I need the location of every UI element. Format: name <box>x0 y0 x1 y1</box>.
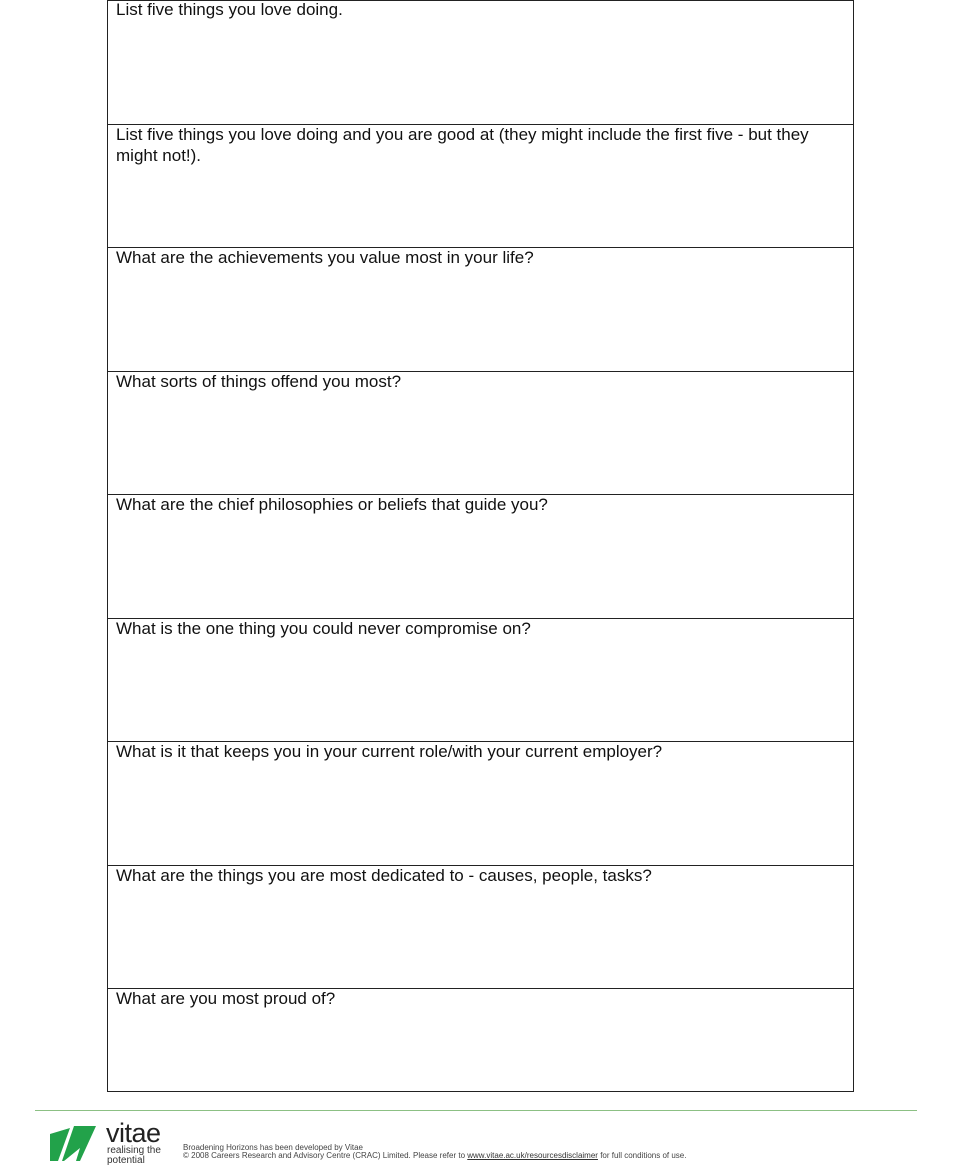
footer-line-1: Broadening Horizons has been developed by Vitae <box>183 1143 363 1152</box>
question-cell-5[interactable] <box>108 495 853 619</box>
footer-line-2-post: for full conditions of use. <box>597 1151 687 1160</box>
question-text-8: What are the things you are most dedicated to - causes, people, tasks? <box>116 865 652 885</box>
question-text-9: What are you most proud of? <box>116 989 336 1008</box>
question-cell-8[interactable] <box>108 866 853 990</box>
reflection-worksheet-table <box>107 0 854 1092</box>
footer-line-2-pre: © 2008 Careers Research and Advisory Centre (CRAC) Limited. Please refer to <box>183 1151 468 1160</box>
footer-line-2 <box>183 1152 686 1160</box>
question-text-4: What sorts of things offend you most? <box>116 371 402 391</box>
footer-divider <box>35 1110 917 1111</box>
vitae-logo-tagline: realising the potential <box>107 1145 161 1166</box>
question-cell-1[interactable] <box>108 1 853 125</box>
disclaimer-link[interactable]: www.vitae.ac.uk/resourcesdisclaimer <box>467 1151 598 1160</box>
question-cell-6[interactable] <box>108 619 853 743</box>
footer-copyright <box>183 1144 686 1160</box>
question-cell-3[interactable] <box>108 248 853 372</box>
question-cell-2[interactable] <box>108 125 853 249</box>
question-text-3: What are the achievements you value most in your life? <box>116 248 534 267</box>
question-text-6: What is the one thing you could never compromise on? <box>116 618 531 638</box>
question-text-5: What are the chief philosophies or beliefs that guide you? <box>116 495 548 514</box>
question-cell-7[interactable] <box>108 742 853 866</box>
vitae-logo-mark-icon <box>50 1126 100 1161</box>
question-text-1: List five things you love doing. <box>116 0 343 19</box>
question-text-7: What is it that keeps you in your current role/with your current employer? <box>116 742 663 761</box>
question-cell-4[interactable] <box>108 372 853 496</box>
question-cell-9[interactable] <box>108 989 853 1091</box>
page-footer <box>50 1118 880 1166</box>
vitae-logo <box>50 1118 170 1166</box>
question-text-2: List five things you love doing and you are good at (they might include the first five - but they might not!). <box>116 124 809 165</box>
vitae-logo-word: vitae <box>106 1118 161 1148</box>
